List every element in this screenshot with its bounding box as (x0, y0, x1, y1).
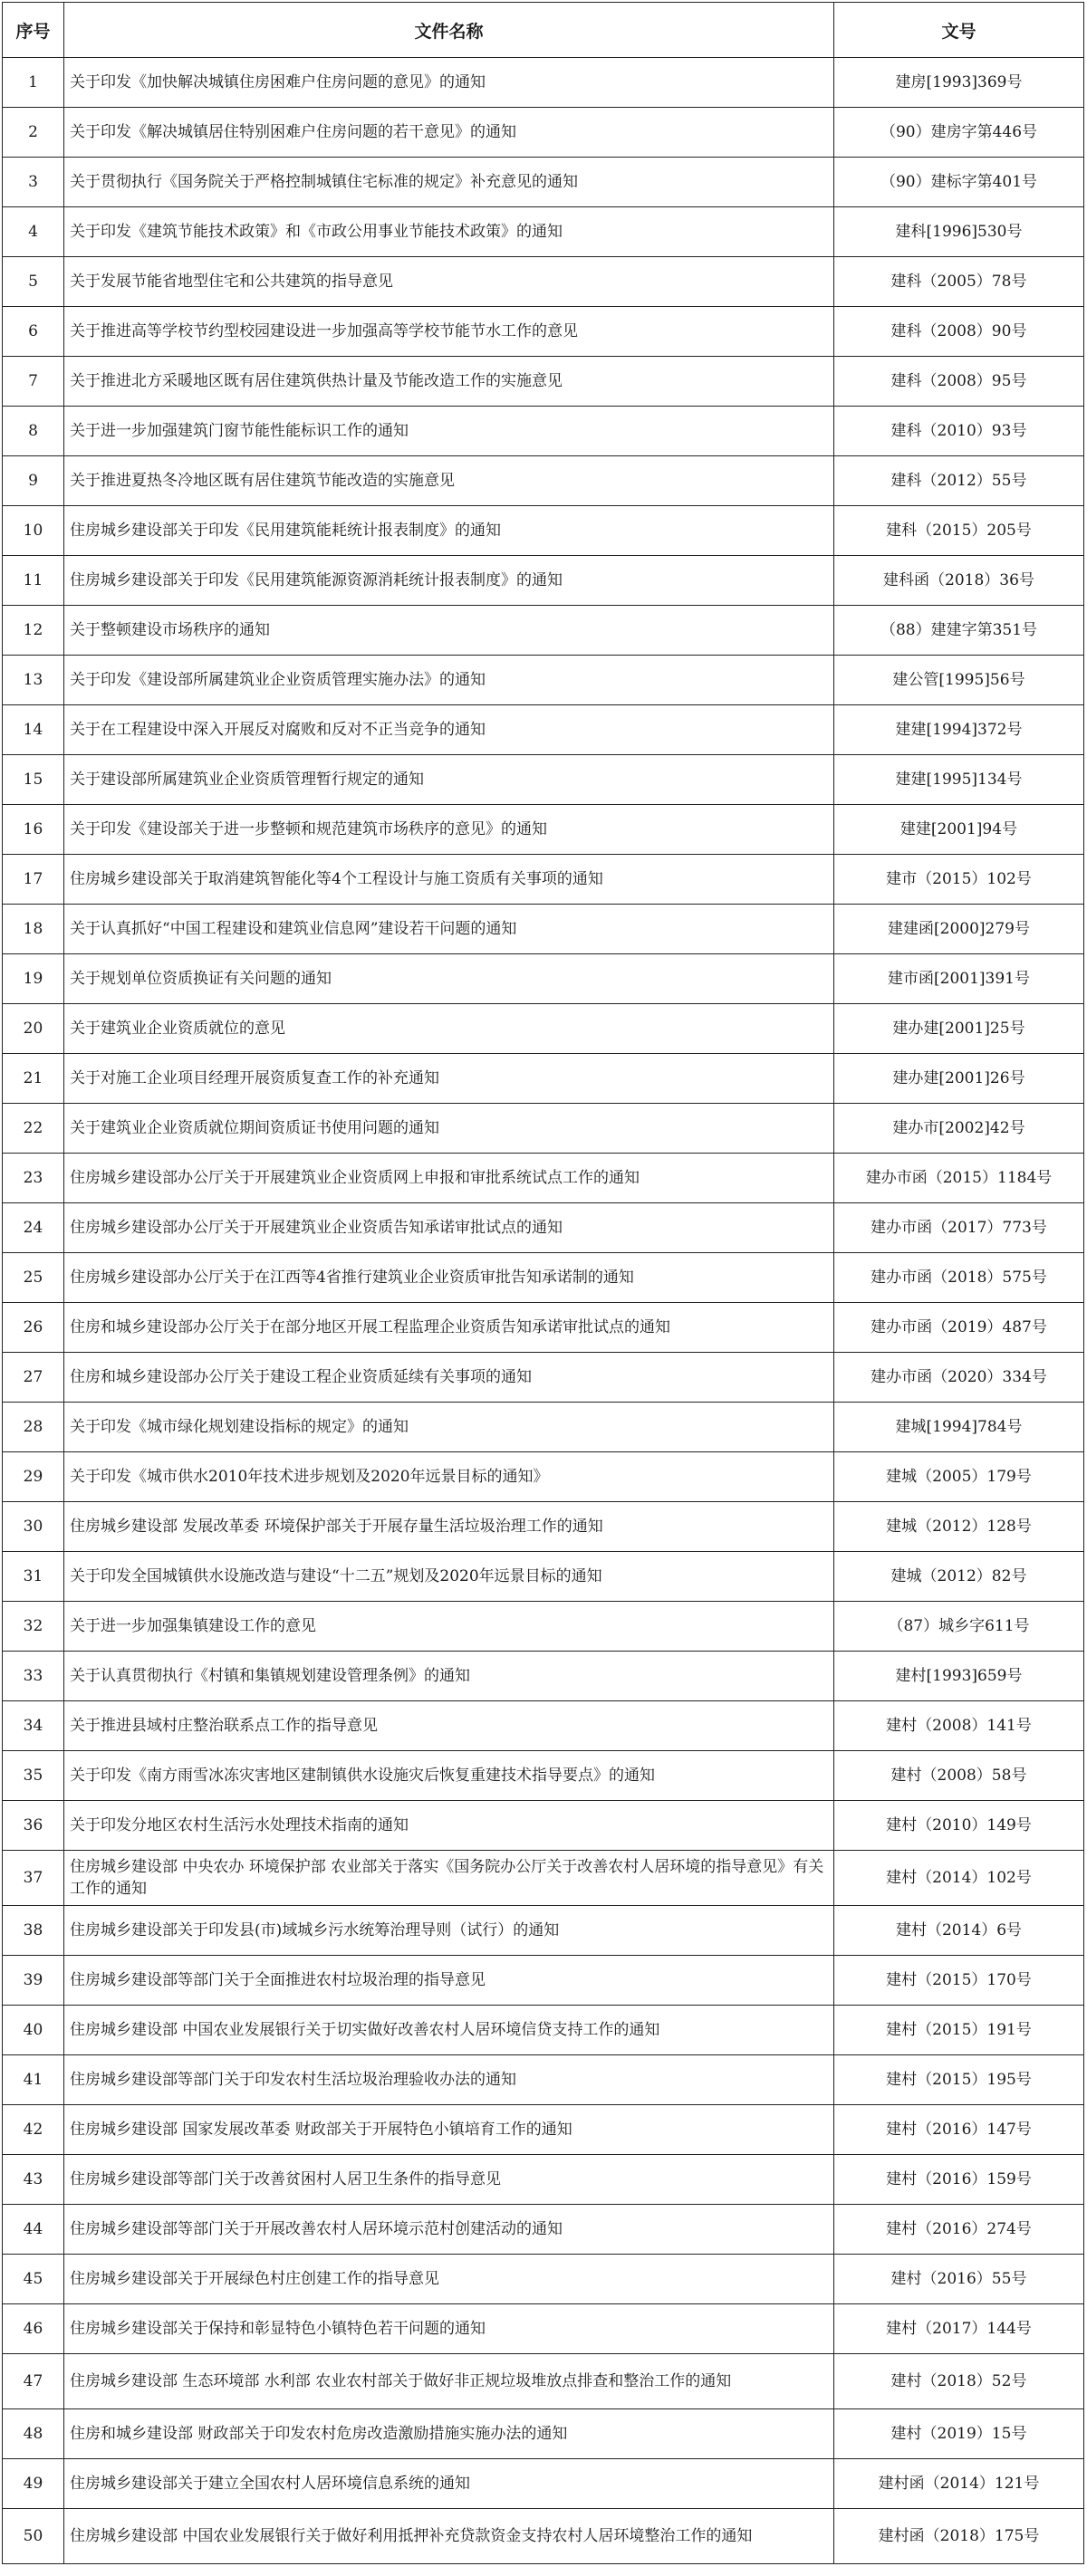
table-row (3, 1701, 1084, 1751)
table-row (3, 606, 1084, 656)
row-document-code: 建建函[2000]279号 (834, 905, 1084, 954)
table-row (3, 2055, 1084, 2105)
row-document-code: 建科（2005）78号 (834, 257, 1084, 307)
row-serial-number: 35 (3, 1751, 64, 1801)
row-serial-number: 20 (3, 1004, 64, 1054)
row-document-code: （90）建房字第446号 (834, 108, 1084, 158)
row-document-code: 建办市函（2015）1184号 (834, 1154, 1084, 1203)
row-document-code: 建科（2015）205号 (834, 506, 1084, 556)
row-document-code: 建办建[2001]26号 (834, 1054, 1084, 1104)
table-row (3, 58, 1084, 108)
row-document-code: 建建[1995]134号 (834, 755, 1084, 805)
row-document-title: 关于印发《城市供水2010年技术进步规划及2020年远景目标的通知》 (64, 1452, 834, 1502)
row-document-code: 建办市函（2017）773号 (834, 1203, 1084, 1253)
row-document-code: 建村[1993]659号 (834, 1652, 1084, 1701)
table-row (3, 1253, 1084, 1303)
table-row (3, 506, 1084, 556)
row-serial-number: 23 (3, 1154, 64, 1203)
row-document-code: 建城（2012）82号 (834, 1552, 1084, 1602)
row-document-title: 住房城乡建设部关于印发《民用建筑能源资源消耗统计报表制度》的通知 (64, 556, 834, 606)
row-document-code: （88）建建字第351号 (834, 606, 1084, 656)
row-serial-number: 14 (3, 705, 64, 755)
table-row (3, 207, 1084, 257)
row-serial-number: 21 (3, 1054, 64, 1104)
row-serial-number: 36 (3, 1801, 64, 1851)
table-row (3, 1552, 1084, 1602)
row-document-code: 建村（2017）144号 (834, 2304, 1084, 2354)
table-row (3, 656, 1084, 705)
row-document-code: 建村（2016）159号 (834, 2155, 1084, 2205)
row-document-title: 住房城乡建设部 生态环境部 水利部 农业农村部关于做好非正规垃圾堆放点排查和整治工作的通知 (64, 2354, 834, 2409)
row-document-code: 建科函（2018）36号 (834, 556, 1084, 606)
row-document-title: 住房城乡建设部关于保持和彰显特色小镇特色若干问题的通知 (64, 2304, 834, 2354)
table-row (3, 2509, 1084, 2564)
row-serial-number: 44 (3, 2205, 64, 2255)
row-document-title: 住房城乡建设部 中央农办 环境保护部 农业部关于落实《国务院办公厅关于改善农村人居环境的指导意见》有关工作的通知 (64, 1851, 834, 1906)
row-document-code: 建办市函（2020）334号 (834, 1353, 1084, 1403)
row-document-title: 关于发展节能省地型住宅和公共建筑的指导意见 (64, 257, 834, 307)
table-row (3, 1004, 1084, 1054)
table-row (3, 1652, 1084, 1701)
row-document-title: 住房城乡建设部等部门关于全面推进农村垃圾治理的指导意见 (64, 1956, 834, 2006)
row-document-title: 住房城乡建设部办公厅关于开展建筑业企业资质网上申报和审批系统试点工作的通知 (64, 1154, 834, 1203)
row-document-code: 建村（2016）147号 (834, 2105, 1084, 2155)
row-document-title: 住房城乡建设部办公厅关于开展建筑业企业资质告知承诺审批试点的通知 (64, 1203, 834, 1253)
row-serial-number: 18 (3, 905, 64, 954)
row-serial-number: 17 (3, 855, 64, 905)
table-row (3, 158, 1084, 207)
row-document-code: 建科（2008）95号 (834, 357, 1084, 407)
row-document-title: 关于推进夏热冬冷地区既有居住建筑节能改造的实施意见 (64, 456, 834, 506)
table-row (3, 1751, 1084, 1801)
row-document-title: 关于在工程建设中深入开展反对腐败和反对不正当竞争的通知 (64, 705, 834, 755)
row-serial-number: 2 (3, 108, 64, 158)
row-document-code: 建房[1993]369号 (834, 58, 1084, 108)
row-document-code: 建村（2019）15号 (834, 2409, 1084, 2459)
row-document-title: 住房城乡建设部等部门关于开展改善农村人居环境示范村创建活动的通知 (64, 2205, 834, 2255)
row-document-code: 建村（2014）102号 (834, 1851, 1084, 1906)
row-document-code: 建村（2018）52号 (834, 2354, 1084, 2409)
row-serial-number: 30 (3, 1502, 64, 1552)
row-document-title: 住房城乡建设部 发展改革委 环境保护部关于开展存量生活垃圾治理工作的通知 (64, 1502, 834, 1552)
table-row (3, 407, 1084, 456)
row-document-code: 建市函[2001]391号 (834, 954, 1084, 1004)
table-row (3, 2409, 1084, 2459)
row-serial-number: 45 (3, 2255, 64, 2304)
table-row (3, 257, 1084, 307)
table-row (3, 1104, 1084, 1154)
row-serial-number: 5 (3, 257, 64, 307)
row-serial-number: 9 (3, 456, 64, 506)
row-serial-number: 27 (3, 1353, 64, 1403)
row-document-code: 建办市函（2018）575号 (834, 1253, 1084, 1303)
row-serial-number: 32 (3, 1602, 64, 1652)
table-row (3, 1054, 1084, 1104)
row-document-code: 建村（2016）274号 (834, 2205, 1084, 2255)
row-document-code: 建村（2015）191号 (834, 2006, 1084, 2055)
row-document-code: 建科[1996]530号 (834, 207, 1084, 257)
row-document-title: 关于推进县域村庄整治联系点工作的指导意见 (64, 1701, 834, 1751)
row-serial-number: 50 (3, 2509, 64, 2564)
row-document-title: 关于印发《南方雨雪冰冻灾害地区建制镇供水设施灾后恢复重建技术指导要点》的通知 (64, 1751, 834, 1801)
row-serial-number: 33 (3, 1652, 64, 1701)
row-document-title: 关于印发《建设部关于进一步整顿和规范建筑市场秩序的意见》的通知 (64, 805, 834, 855)
row-document-title: 住房城乡建设部等部门关于印发农村生活垃圾治理验收办法的通知 (64, 2055, 834, 2105)
table-row (3, 357, 1084, 407)
table-row (3, 805, 1084, 855)
row-document-code: 建科（2010）93号 (834, 407, 1084, 456)
table-row (3, 2255, 1084, 2304)
row-document-title: 住房城乡建设部 中国农业发展银行关于做好利用抵押补充贷款资金支持农村人居环境整治工作的通知 (64, 2509, 834, 2564)
row-document-title: 住房和城乡建设部办公厅关于在部分地区开展工程监理企业资质告知承诺审批试点的通知 (64, 1303, 834, 1353)
row-serial-number: 37 (3, 1851, 64, 1906)
table-row (3, 705, 1084, 755)
row-document-title: 关于贯彻执行《国务院关于严格控制城镇住宅标准的规定》补充意见的通知 (64, 158, 834, 207)
row-document-code: 建城（2012）128号 (834, 1502, 1084, 1552)
row-document-code: 建城（2005）179号 (834, 1452, 1084, 1502)
row-document-title: 关于建设部所属建筑业企业资质管理暂行规定的通知 (64, 755, 834, 805)
row-document-code: 建村（2016）55号 (834, 2255, 1084, 2304)
row-document-title: 关于认真贯彻执行《村镇和集镇规划建设管理条例》的通知 (64, 1652, 834, 1701)
table-row (3, 1154, 1084, 1203)
row-document-code: 建村函（2014）121号 (834, 2459, 1084, 2509)
table-row (3, 1303, 1084, 1353)
row-document-title: 关于进一步加强建筑门窗节能性能标识工作的通知 (64, 407, 834, 456)
table-row (3, 1452, 1084, 1502)
table-row (3, 1956, 1084, 2006)
row-document-code: 建建[2001]94号 (834, 805, 1084, 855)
row-document-code: 建科（2008）90号 (834, 307, 1084, 357)
table-row (3, 1851, 1084, 1906)
row-document-title: 关于建筑业企业资质就位期间资质证书使用问题的通知 (64, 1104, 834, 1154)
row-document-title: 住房城乡建设部关于取消建筑智能化等4个工程设计与施工资质有关事项的通知 (64, 855, 834, 905)
row-document-code: 建村（2010）149号 (834, 1801, 1084, 1851)
table-row (3, 1906, 1084, 1956)
row-document-title: 住房城乡建设部关于开展绿色村庄创建工作的指导意见 (64, 2255, 834, 2304)
row-document-title: 关于印发《城市绿化规划建设指标的规定》的通知 (64, 1403, 834, 1452)
row-document-title: 关于对施工企业项目经理开展资质复查工作的补充通知 (64, 1054, 834, 1104)
row-serial-number: 25 (3, 1253, 64, 1303)
row-serial-number: 24 (3, 1203, 64, 1253)
row-serial-number: 26 (3, 1303, 64, 1353)
row-document-title: 关于建筑业企业资质就位的意见 (64, 1004, 834, 1054)
row-serial-number: 8 (3, 407, 64, 456)
row-serial-number: 46 (3, 2304, 64, 2354)
table-row (3, 855, 1084, 905)
table-row (3, 108, 1084, 158)
row-document-title: 关于进一步加强集镇建设工作的意见 (64, 1602, 834, 1652)
row-serial-number: 42 (3, 2105, 64, 2155)
row-serial-number: 41 (3, 2055, 64, 2105)
row-document-code: 建建[1994]372号 (834, 705, 1084, 755)
table-row (3, 1353, 1084, 1403)
table-header-row (3, 3, 1084, 58)
table-row (3, 954, 1084, 1004)
row-serial-number: 11 (3, 556, 64, 606)
row-document-title: 关于印发《解决城镇居住特别困难户住房问题的若干意见》的通知 (64, 108, 834, 158)
row-document-code: 建市（2015）102号 (834, 855, 1084, 905)
row-document-title: 关于推进北方采暖地区既有居住建筑供热计量及节能改造工作的实施意见 (64, 357, 834, 407)
row-document-code: 建村（2014）6号 (834, 1906, 1084, 1956)
row-serial-number: 19 (3, 954, 64, 1004)
row-document-title: 住房城乡建设部 国家发展改革委 财政部关于开展特色小镇培育工作的通知 (64, 2105, 834, 2155)
row-document-title: 关于整顿建设市场秩序的通知 (64, 606, 834, 656)
table-row (3, 1602, 1084, 1652)
row-document-code: 建办市[2002]42号 (834, 1104, 1084, 1154)
row-document-title: 住房城乡建设部关于印发《民用建筑能耗统计报表制度》的通知 (64, 506, 834, 556)
row-document-code: 建村（2008）58号 (834, 1751, 1084, 1801)
table-row (3, 2205, 1084, 2255)
table-row (3, 2155, 1084, 2205)
row-document-title: 关于印发《建筑节能技术政策》和《市政公用事业节能技术政策》的通知 (64, 207, 834, 257)
row-serial-number: 13 (3, 656, 64, 705)
table-row (3, 1801, 1084, 1851)
table-row (3, 456, 1084, 506)
row-document-code: 建村（2015）195号 (834, 2055, 1084, 2105)
row-serial-number: 29 (3, 1452, 64, 1502)
table-body (3, 58, 1084, 2564)
row-document-code: 建公管[1995]56号 (834, 656, 1084, 705)
row-document-code: 建办建[2001]25号 (834, 1004, 1084, 1054)
row-document-title: 关于印发《建设部所属建筑业企业资质管理实施办法》的通知 (64, 656, 834, 705)
row-serial-number: 39 (3, 1956, 64, 2006)
row-document-title: 关于印发分地区农村生活污水处理技术指南的通知 (64, 1801, 834, 1851)
row-document-code: 建城[1994]784号 (834, 1403, 1084, 1452)
row-serial-number: 48 (3, 2409, 64, 2459)
table-row (3, 2105, 1084, 2155)
row-document-title: 关于规划单位资质换证有关问题的通知 (64, 954, 834, 1004)
table-row (3, 307, 1084, 357)
row-document-title: 住房城乡建设部关于建立全国农村人居环境信息系统的通知 (64, 2459, 834, 2509)
row-document-title: 住房和城乡建设部 财政部关于印发农村危房改造激励措施实施办法的通知 (64, 2409, 834, 2459)
row-serial-number: 3 (3, 158, 64, 207)
row-serial-number: 4 (3, 207, 64, 257)
table-row (3, 1203, 1084, 1253)
row-serial-number: 28 (3, 1403, 64, 1452)
row-serial-number: 10 (3, 506, 64, 556)
row-serial-number: 49 (3, 2459, 64, 2509)
table-row (3, 2304, 1084, 2354)
row-serial-number: 12 (3, 606, 64, 656)
document-table (2, 2, 1084, 2564)
table-row (3, 1403, 1084, 1452)
table-row (3, 2006, 1084, 2055)
row-serial-number: 16 (3, 805, 64, 855)
row-serial-number: 1 (3, 58, 64, 108)
table-row (3, 1502, 1084, 1552)
row-document-title: 关于印发《加快解决城镇住房困难户住房问题的意见》的通知 (64, 58, 834, 108)
row-serial-number: 6 (3, 307, 64, 357)
row-document-title: 住房城乡建设部 中国农业发展银行关于切实做好改善农村人居环境信贷支持工作的通知 (64, 2006, 834, 2055)
row-serial-number: 47 (3, 2354, 64, 2409)
row-document-code: 建村（2008）141号 (834, 1701, 1084, 1751)
row-serial-number: 43 (3, 2155, 64, 2205)
table-row (3, 2459, 1084, 2509)
row-document-code: （87）城乡字611号 (834, 1602, 1084, 1652)
header-serial-number: 序号 (3, 3, 64, 58)
header-document-code: 文号 (834, 3, 1084, 58)
header-document-title: 文件名称 (64, 3, 834, 58)
row-document-title: 住房和城乡建设部办公厅关于建设工程企业资质延续有关事项的通知 (64, 1353, 834, 1403)
row-document-title: 住房城乡建设部关于印发县(市)域城乡污水统筹治理导则（试行）的通知 (64, 1906, 834, 1956)
row-document-code: 建村函（2018）175号 (834, 2509, 1084, 2564)
row-serial-number: 38 (3, 1906, 64, 1956)
row-serial-number: 40 (3, 2006, 64, 2055)
row-serial-number: 7 (3, 357, 64, 407)
row-document-code: （90）建标字第401号 (834, 158, 1084, 207)
row-serial-number: 22 (3, 1104, 64, 1154)
table-row (3, 755, 1084, 805)
row-serial-number: 31 (3, 1552, 64, 1602)
row-serial-number: 15 (3, 755, 64, 805)
row-document-code: 建村（2015）170号 (834, 1956, 1084, 2006)
row-serial-number: 34 (3, 1701, 64, 1751)
row-document-title: 住房城乡建设部办公厅关于在江西等4省推行建筑业企业资质审批告知承诺制的通知 (64, 1253, 834, 1303)
row-document-title: 关于印发全国城镇供水设施改造与建设“十二五”规划及2020年远景目标的通知 (64, 1552, 834, 1602)
table-row (3, 2354, 1084, 2409)
row-document-code: 建科（2012）55号 (834, 456, 1084, 506)
table-row (3, 556, 1084, 606)
table-row (3, 905, 1084, 954)
row-document-title: 关于认真抓好“中国工程建设和建筑业信息网”建设若干问题的通知 (64, 905, 834, 954)
row-document-code: 建办市函（2019）487号 (834, 1303, 1084, 1353)
row-document-title: 关于推进高等学校节约型校园建设进一步加强高等学校节能节水工作的意见 (64, 307, 834, 357)
row-document-title: 住房城乡建设部等部门关于改善贫困村人居卫生条件的指导意见 (64, 2155, 834, 2205)
